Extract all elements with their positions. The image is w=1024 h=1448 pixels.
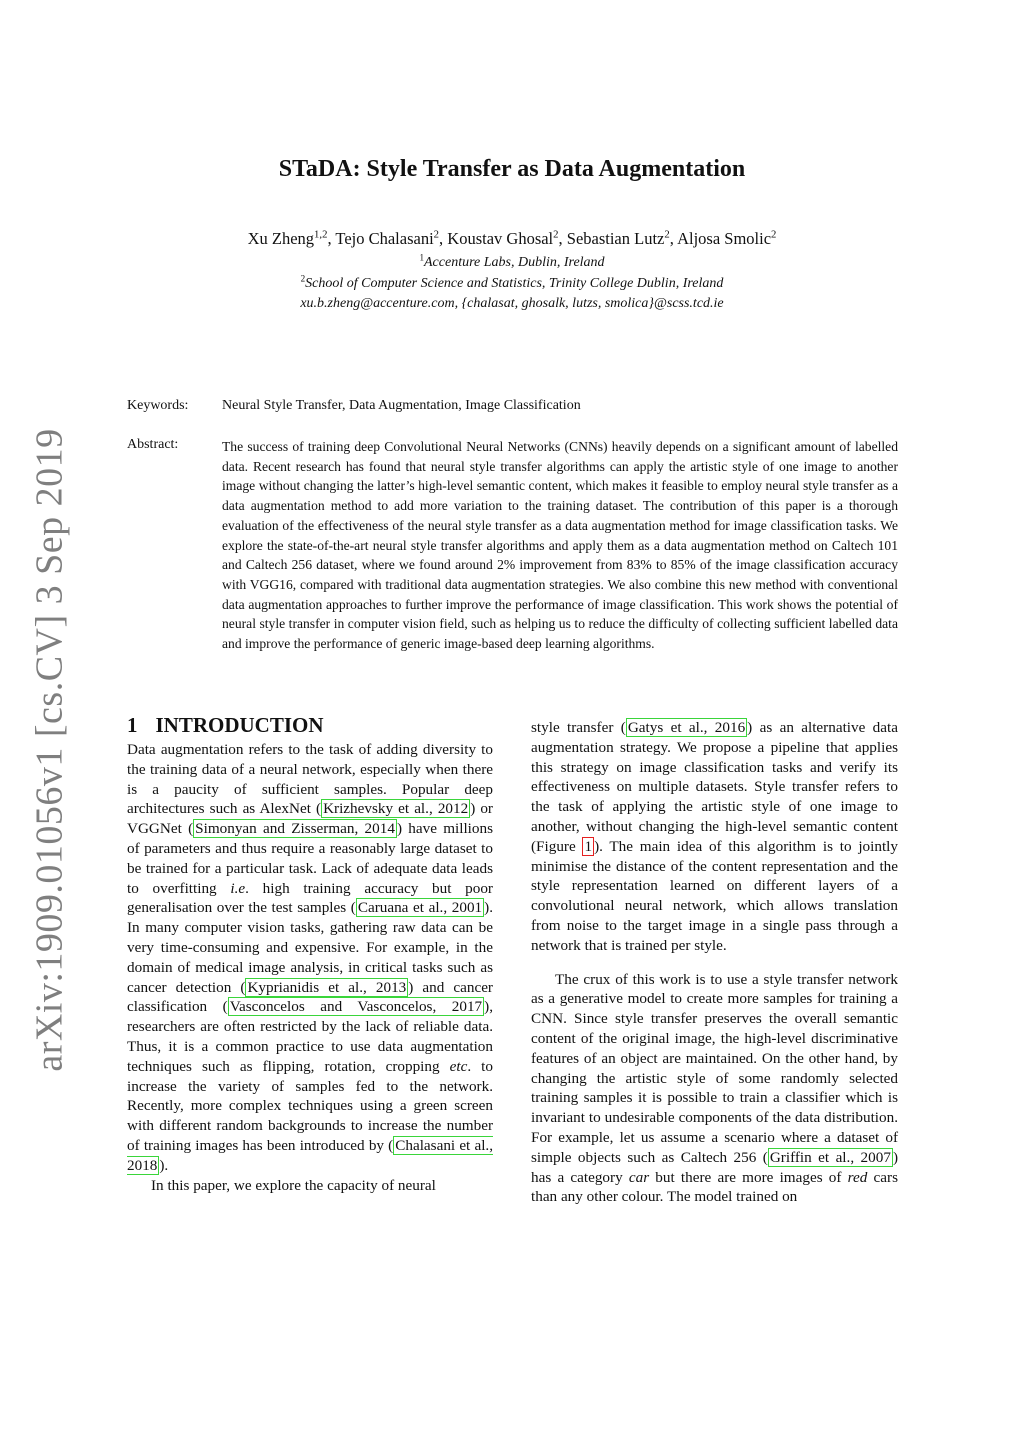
citation-link[interactable]: Chalasani et al., 2018 bbox=[127, 1136, 494, 1174]
citation-link[interactable]: Kyprianidis et al., 2013 bbox=[247, 978, 407, 996]
arxiv-stamp bbox=[20, 428, 80, 1072]
affiliation-2: $^2$School of Computer Science and Statistics, Trinity College Dublin, Ireland bbox=[300, 273, 724, 291]
author-affil-mark: 2 bbox=[664, 228, 670, 241]
author-affil-mark: 1,2 bbox=[314, 228, 328, 241]
author-emails: xu.b.zheng@accenture.com, {chalasat, ghosalk, lutzs, smolica}@scss.tcd.ie bbox=[300, 296, 724, 311]
citation-link[interactable]: Griffin et al., 2007 bbox=[769, 1148, 891, 1166]
right-column bbox=[531, 718, 898, 1207]
citation-link[interactable]: Simonyan and Zisserman, 2014 bbox=[195, 820, 395, 838]
intro-paragraph-1: Data augmentation refers to the task of adding diversity to the training data of a neural network, especially when there is a paucity of sufficient samples. Popular deep architectures such as AlexNet ( Krizhevsky et al., 2012 ) or VGGNet ( Simonyan and Zisserman, 2014 ) have millions of parameters and thus require a reasonably large dataset to be trained for a particular task. Lack of adequate data leads to overfitting i.e. high training accuracy but poor generalisation over the test samples ( Caruana et al., 2001 ). In many computer vision tasks, gathering raw data can be very time-consuming and expensive. For example, in the domain of medical image analysis, in critical tasks such as cancer detection ( Kyprianidis et al., 2013 ) and cancer classification ( Vasconcelos and Vasconcelos, 2017 ), researchers are often restricted by the lack of reliable data. Thus, it is a common practice to use data augmentation techniques such as flipping, rotation, cropping etc. to increase the variety of samples fed to the network. Recently, more complex techniques using a green screen with different random backgrounds to increase the number of training images has been introduced by ( Chalasani et al., 2018 ). bbox=[127, 741, 494, 1174]
section-title: INTRODUCTION bbox=[155, 713, 324, 737]
arxiv-id: arXiv:1909.01056v1 [cs.CV] 3 Sep 2019 bbox=[29, 428, 71, 1072]
author-name: Sebastian Lutz bbox=[566, 229, 665, 248]
abstract-label: Abstract: bbox=[127, 437, 179, 452]
author-name: Aljosa Smolic bbox=[677, 229, 772, 248]
figure-link[interactable]: 1 bbox=[584, 837, 593, 855]
citation-link[interactable]: Gatys et al., 2016 bbox=[627, 719, 746, 736]
keywords-label: Keywords: bbox=[127, 398, 189, 413]
section-heading bbox=[127, 713, 324, 738]
author-affil-mark: 2 bbox=[433, 228, 440, 241]
author-name: Tejo Chalasani bbox=[335, 229, 434, 248]
intro-paragraph-2: In this paper, we explore the capacity of neural bbox=[151, 1176, 436, 1194]
author-list: Xu Zheng$^{1,2}$, Tejo Chalasani$^2$, Koustav Ghosal$^2$, Sebastian Lutz$^2$, Aljosa Smolic$^2$ bbox=[247, 228, 777, 248]
affiliation-1: $^1$Accenture Labs, Dublin, Ireland bbox=[419, 252, 605, 270]
author-name: Koustav Ghosal bbox=[447, 229, 554, 248]
paper-title: STaDA: Style Transfer as Data Augmentation bbox=[278, 156, 746, 182]
abstract-text: The success of training deep Convolutional Neural Networks (CNNs) heavily depends on a significant amount of labelled data. Recent research has found that neural style transfer algorithms can apply the artistic style of one image to another image without changing the latter’s high-level semantic content, which makes it feasible to employ neural style transfer as a data augmentation method to add more variation to the training dataset. The contribution of this paper is a thorough evaluation of the effectiveness of the neural style transfer as a data augmentation method for image classification tasks. We explore the state-of-the-art neural style transfer algorithms and apply them as a data augmentation method on Caltech 101 and Caltech 256 dataset, where we found around 2% improvement from 83% to 85% of the image classification accuracy with VGG16, compared with traditional data augmentation strategies. We also combine this new method with conventional data augmentation approaches to further improve the performance of image classification. This work shows the potential of neural style transfer in computer vision field, such as helping us to reduce the difficulty of collecting sufficient labelled data and improve the performance of generic image-based deep learning algorithms. bbox=[222, 439, 898, 652]
intro-paragraph-3: The crux of this work is to use a style transfer network as a generative model to create more samples for training a CNN. Since style transfer preserves the overall semantic content of the original image, the high-level discriminative features of an object are maintained. On the other hand, by changing the artistic style of some randomly selected training samples it is possible to train a classifier which is invariant to undesirable components of the data distribution. For example, let us assume a scenario where a dataset of simple objects such as Caltech 256 ( Griffin et al., 2007 ) has a category car but there are more images of red cars than any other colour. The model trained on bbox=[531, 970, 898, 1206]
section-number: 1 bbox=[127, 713, 138, 737]
author-affil-mark: 2 bbox=[553, 228, 559, 241]
intro-paragraph-2-cont: style transfer ( Gatys et al., 2016 ) as an alternative data augmentation strategy. We propose a pipeline that applies this strategy on image classification tasks and verify its effectiveness on multiple datasets. Style transfer refers to the task of applying the artistic style of one image to another, without changing the high-level semantic content (Figure 1 ). The main idea of this algorithm is to jointly minimise the distance of the content representation and the style representation learned on different layers of a convolutional neural network, which allows translation from noise to the target image in a single pass through a network that is trained per style. bbox=[531, 719, 898, 954]
citation-link[interactable]: Krizhevsky et al., 2012 bbox=[323, 800, 469, 818]
left-column bbox=[127, 740, 493, 1195]
author-affil-mark: 2 bbox=[771, 228, 777, 241]
author-name: Xu Zheng bbox=[247, 229, 315, 248]
citation-link[interactable]: Vasconcelos and Vasconcelos, 2017 bbox=[229, 998, 483, 1016]
keywords-text: Neural Style Transfer, Data Augmentation, Image Classification bbox=[222, 398, 581, 413]
citation-link[interactable]: Caruana et al., 2001 bbox=[357, 899, 483, 917]
